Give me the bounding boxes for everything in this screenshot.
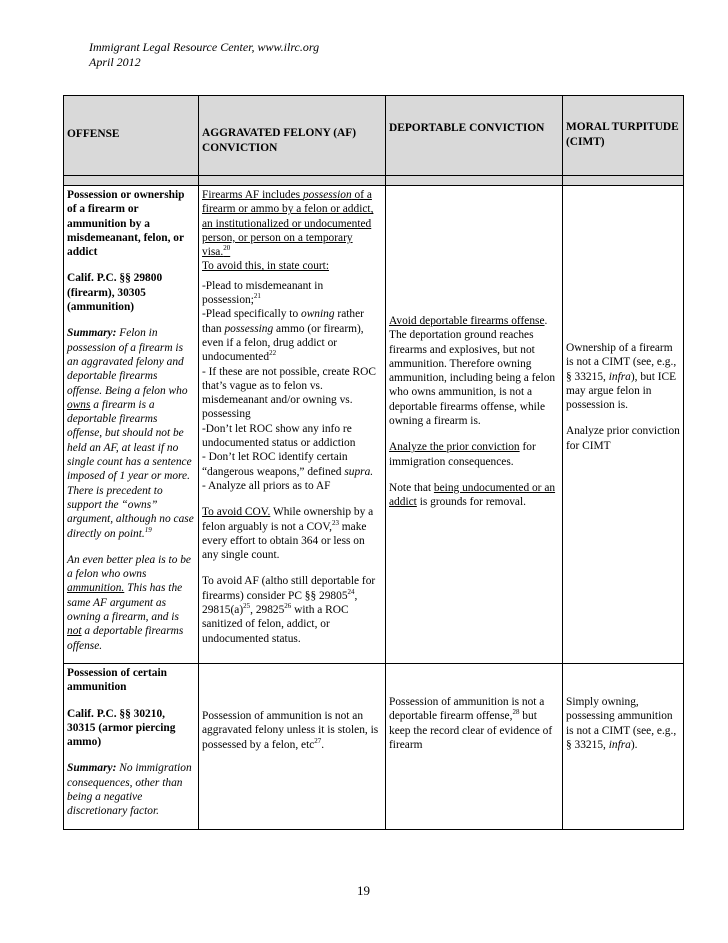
af-po-em2: possessing xyxy=(224,322,274,335)
af-possession-rule xyxy=(202,188,382,259)
row2-af-body: Possession of ammunition is not an aggravated felony unless it is stolen, is possessed by a felon, etc xyxy=(202,709,379,751)
col-header-deportable: DEPORTABLE CONVICTION xyxy=(386,96,563,176)
dep-avoid xyxy=(389,314,559,428)
col-header-cimt: MORAL TURPITUDE (CIMT) xyxy=(563,96,684,176)
table-header-row xyxy=(64,96,684,176)
header-source: Immigrant Legal Resource Center, www.ilrc.org xyxy=(89,40,320,54)
af-po2: rather than xyxy=(202,308,364,335)
footnote-ref: 25 xyxy=(243,602,251,611)
page-number: 19 xyxy=(357,883,370,898)
row2-cimt-infra: infra xyxy=(608,738,631,751)
af-roc-weapons xyxy=(202,450,382,479)
footnote-ref: 19 xyxy=(144,525,152,534)
dep-note-1: Note that xyxy=(389,481,434,494)
row1-summary xyxy=(67,326,195,540)
af-u1: Firearms AF includes xyxy=(202,189,303,201)
table-row xyxy=(64,186,684,664)
row1-deportable-cell xyxy=(386,186,563,664)
af-cov-u: To avoid COV. xyxy=(202,506,271,519)
dep-analyze xyxy=(389,440,559,469)
better-plea-ammo: ammunition. xyxy=(67,582,125,595)
af-cov-text2: make every effort to obtain 364 or less on any single count. xyxy=(202,520,367,562)
row2-af-cell xyxy=(199,663,386,829)
row1-offense-cell xyxy=(64,186,199,664)
dep-note-u: being undocumented or an addict xyxy=(389,481,556,509)
af-po-em: owning xyxy=(301,308,335,321)
af-avoid2 xyxy=(202,574,382,645)
row2-statute: Calif. P.C. §§ 30210, 30315 (armor piercing ammo) xyxy=(67,707,176,749)
better-plea-3: a deportable firearms offense. xyxy=(67,625,184,652)
better-plea-1: An even better plea is to be a felon who owns xyxy=(67,553,191,581)
row2-cimt-1: Simply owning, possessing ammunition is not a CIMT (see, e.g., § 33215, xyxy=(566,695,677,751)
summary-label: Summary: xyxy=(67,327,117,340)
footnote-ref: 22 xyxy=(269,349,277,358)
af-a2-3: , 29825 xyxy=(250,604,285,617)
cimt-own xyxy=(566,341,680,412)
dep-note-2: is grounds for removal. xyxy=(416,496,526,509)
better-plea-not: not xyxy=(67,625,82,638)
dep-analyze-u: Analyze the prior conviction xyxy=(389,441,520,454)
summary-owns: owns xyxy=(67,398,91,411)
af-analyze: - Analyze all priors as to AF xyxy=(202,479,331,492)
row2-offense-title: Possession of certain ammunition xyxy=(67,666,167,694)
summary-text: No immigration consequences, other than being a negative discretionary factor. xyxy=(67,762,192,818)
row2-deportable-cell xyxy=(386,663,563,829)
row2-dep-1: Possession of ammunition is not a deportable firearm offense, xyxy=(389,695,545,723)
row2-dep-2: but keep the record clear of evidence of firearm xyxy=(389,710,553,751)
af-roc-vague: - If these are not possible, create ROC that’s vague as to felon vs. misdemeanant and/or owning vs. possessing xyxy=(202,365,376,421)
af-plead-owning xyxy=(202,307,382,364)
row2-offense-cell xyxy=(64,663,199,829)
af-cov xyxy=(202,505,382,562)
row2-cimt-cell xyxy=(563,663,684,829)
row1-cimt-cell xyxy=(563,186,684,664)
af-po3: ammo (or firearm), even if a felon, drug addict or undocumented xyxy=(202,322,364,364)
footnote-ref: 27 xyxy=(314,736,322,745)
footnote-ref: 21 xyxy=(253,292,261,301)
summary-text2: a firearm is a deportable firearms offense, but should not be held an AF, at least if no single count has a sentence imposed of 1 year or more. There is precedent to support the “owns” argument, although no case directly on point. xyxy=(67,398,194,540)
summary-label: Summary: xyxy=(67,762,117,775)
af-avoid-heading: To avoid this, in state court: xyxy=(202,260,330,273)
af-rw1: - Don’t let ROC identify certain “dangerous weapons,” defined xyxy=(202,451,348,478)
af-possession-word: possession xyxy=(302,189,352,201)
dep-analyze-text: for immigration consequences. xyxy=(389,441,536,468)
row2-dep-text xyxy=(389,695,559,752)
row2-summary xyxy=(67,761,195,818)
dep-avoid-text: . The deportation ground reaches firearms and explosives, but not ammunition. Therefore owning ammunition, including being a felon who owns ammunition, is not a deportable firearms offense, while owning a firearm is. xyxy=(389,315,556,428)
af-plead-misd xyxy=(202,279,382,308)
summary-text: Felon in possession of a firearm is an aggravated felony and deportable firearms offense. Being a felon who xyxy=(67,327,188,397)
header-date: April 2012 xyxy=(89,55,141,69)
af-rw-em: supra. xyxy=(344,465,374,478)
af-po1: -Plead specifically to xyxy=(202,308,302,321)
row1-statute: Calif. P.C. §§ 29800 (firearm), 30305 (ammunition) xyxy=(67,272,163,314)
better-plea-2: This has the same AF argument as owning a firearm, and is xyxy=(67,582,183,624)
af-a2-1: To avoid AF (altho still deportable for firearms) consider PC §§ 29805 xyxy=(202,575,376,602)
table-row xyxy=(64,663,684,829)
cimt-own-2: ), but ICE may argue felon in possession is. xyxy=(566,370,677,412)
col-header-offense: OFFENSE xyxy=(64,96,199,176)
row1-offense-title: Possession or ownership of a firearm or ammunition by a misdemeanant, felon, or addict xyxy=(67,189,185,259)
row2-af-end: . xyxy=(321,738,325,751)
af-roc-status: -Don’t let ROC show any info re undocumented status or addiction xyxy=(202,422,356,450)
footnote-ref: 20 xyxy=(223,244,231,253)
af-a2-4: with a ROC sanitized of felon, addict, or undocumented status. xyxy=(202,604,349,645)
af-cov-text: While ownership by a felon arguably is not a COV, xyxy=(202,506,374,533)
dep-note xyxy=(389,481,559,510)
af-plead-misd-text: -Plead to misdemeanant in possession; xyxy=(202,279,324,307)
document-header xyxy=(89,40,319,70)
cimt-own-1: Ownership of a firearm is not a CIMT (see, e.g., § 33215, xyxy=(566,342,677,383)
row2-af-text xyxy=(202,709,382,752)
cimt-analyze: Analyze prior conviction for CIMT xyxy=(566,425,680,452)
footnote-ref: 24 xyxy=(347,587,355,596)
separator-row xyxy=(64,176,684,186)
row2-cimt-2: ). xyxy=(630,738,638,751)
row1-af-cell xyxy=(199,186,386,664)
footnote-ref: 26 xyxy=(284,602,292,611)
firearm-offense-table xyxy=(63,95,684,830)
footnote-ref: 23 xyxy=(331,518,339,527)
footnote-ref: 28 xyxy=(512,708,520,717)
af-u2: of a firearm or ammo by a felon or addict, an institutionalized or undocumented person, or person on a temporary visa. xyxy=(202,189,374,259)
row2-cimt-text xyxy=(566,695,680,752)
dep-avoid-u: Avoid deportable firearms offense xyxy=(389,315,545,327)
col-header-af: AGGRAVATED FELONY (AF) CONVICTION xyxy=(199,96,386,176)
row1-better-plea xyxy=(67,553,195,653)
af-a2-2: , 29815(a) xyxy=(202,589,358,617)
cimt-infra: infra xyxy=(608,370,631,383)
